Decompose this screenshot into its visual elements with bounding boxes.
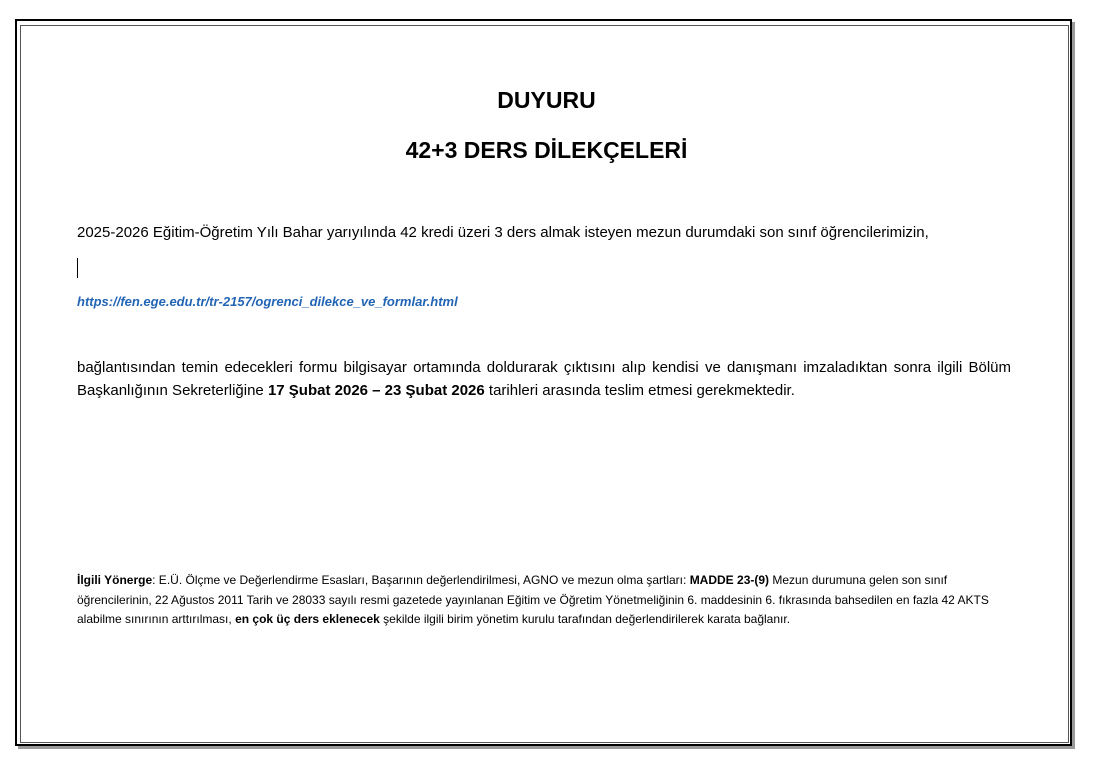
footnote-label: İlgili Yönerge: [77, 573, 153, 587]
document-subtitle: 42+3 DERS DİLEKÇELERİ: [405, 137, 688, 163]
body-text-part1: bağlantısından temin edecekleri formu bilgisayar ortamında doldurarak çıktısını alıp kendisi ve danışmanı imzaladıktan sonra ilgili Bölüm Başkanlığının Sekreterliğine: [77, 359, 1011, 399]
footnote-text-1: : E.Ü. Ölçme ve Değerlendirme Esasları, Başarının değerlendirilmesi, AGNO ve mezun olma şartları:: [152, 573, 690, 587]
footnote-text-3: şekilde ilgili birim yönetim kurulu tarafından değerlendirilerek karata bağlanır.: [379, 612, 791, 626]
body-paragraph: [77, 356, 1011, 402]
text-cursor: [77, 258, 78, 278]
form-link[interactable]: https://fen.ege.edu.tr/tr-2157/ogrenci_dilekce_ve_formlar.html: [77, 294, 458, 309]
footnote-emphasis: en çok üç ders eklenecek: [235, 612, 380, 626]
regulation-footnote: [77, 571, 1011, 630]
deadline-dates: 17 Şubat 2026 – 23 Şubat 2026: [267, 382, 485, 399]
body-text-part2: tarihleri arasında teslim etmesi gerekmektedir.: [484, 382, 795, 399]
intro-paragraph: 2025-2026 Eğitim-Öğretim Yılı Bahar yarıyılında 42 kredi üzeri 3 ders almak isteyen mezun durumdaki son sınıf öğrencilerimizin,: [77, 224, 929, 241]
footnote-article: MADDE 23-(9): [689, 573, 770, 587]
document-title: DUYURU: [497, 87, 596, 113]
footnote-text-2: Mezun durumuna gelen son sınıf öğrencilerinin, 22 Ağustos 2011 Tarih ve 28033 sayılı resmi gazetede yayınlanan Eğitim ve Öğretim Yönetmeliğinin 6. maddesinin 6. fıkrasında bahsedilen en fazla 42 AKTS alabilme sınırının arttırılması,: [77, 573, 989, 626]
